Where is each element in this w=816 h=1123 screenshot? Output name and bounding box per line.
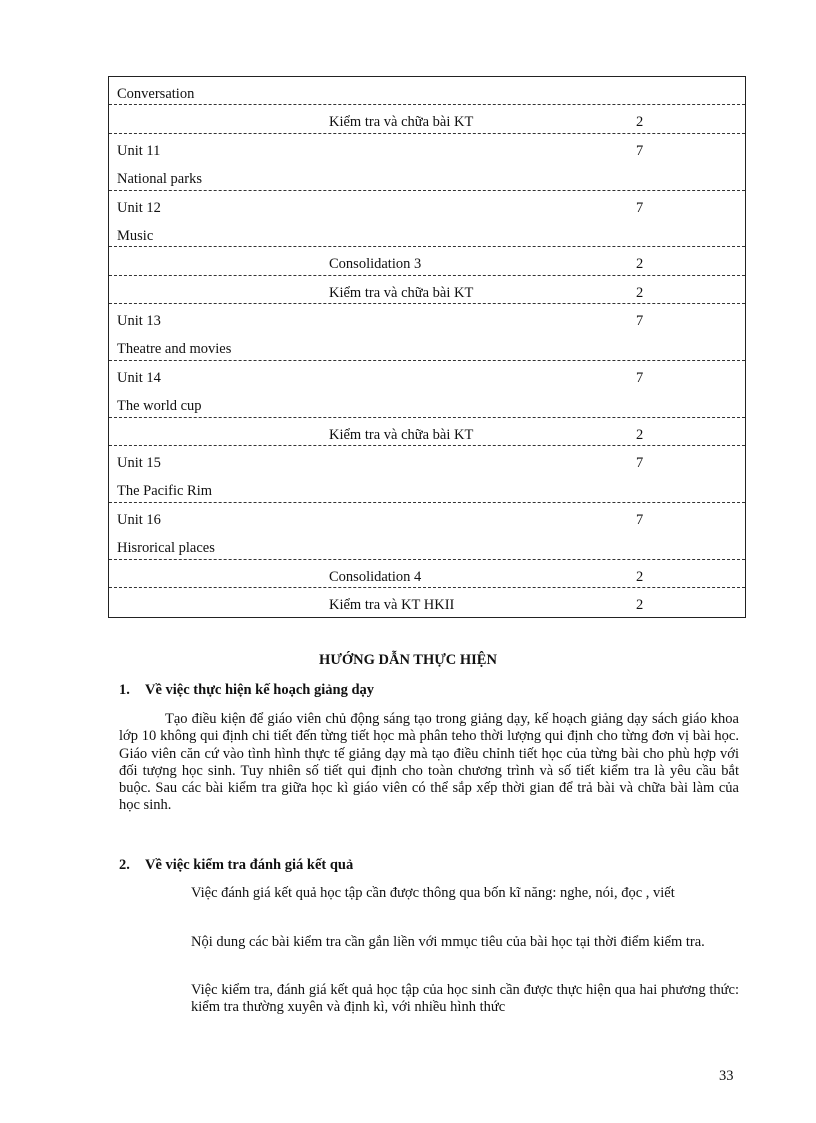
row-subtitle: The Pacific Rim [117,483,213,500]
section-2-number: 2. [119,857,130,873]
row-activity: Kiểm tra và chữa bài KT [329,284,474,301]
table-row [109,77,745,105]
row-activity: Consolidation 4 [329,568,422,585]
section-1-heading [119,682,374,699]
section-1-paragraph: Tạo điều kiện để giáo viên chủ động sáng tạo trong giảng dạy, kế hoạch giảng dạy sách giáo khoa lớp 10 không qui định chi tiết đến từng tiết học mà phân teho thời lượng qui định cho từng đơn vị bài học. Giáo viên căn cứ vào tình hình thực tế giảng dạy mà tạo điều chỉnh tiết học của từng bài cho phù hợp với đối tượng học sinh. Tuy nhiên số tiết qui định cho toàn chương trình và số tiết kiểm tra là yêu cầu bắt buộc. Sau các bài kiểm tra giữa học kì giáo viên có thể sắp xếp thời gian để trả bài và chữa bài làm của học sinh. [119,711,739,814]
row-periods: 2 [636,284,644,301]
row-unit: Unit 16 [117,511,161,528]
row-subtitle: Music [117,227,154,244]
row-periods: 7 [636,455,644,472]
row-periods: 2 [636,426,644,443]
row-unit: Unit 15 [117,455,161,472]
row-periods: 7 [636,199,644,216]
table-row [109,560,745,588]
table-row [109,276,745,304]
table-row [109,191,745,248]
row-subtitle: National parks [117,170,202,187]
row-unit: Unit 12 [117,199,161,216]
row-unit: Unit 11 [117,142,161,159]
row-subtitle: Hisrorical places [117,539,215,556]
section-2-point: Việc đánh giá kết quả học tập cần được thông qua bốn kĩ năng: nghe, nói, đọc , viết [191,885,675,901]
section-1-number: 1. [119,682,130,698]
row-periods: 2 [636,256,644,273]
page-number: 33 [719,1068,734,1084]
row-subtitle: Theatre and movies [117,341,232,358]
row-periods: 7 [636,511,644,528]
row-subtitle: The world cup [117,397,202,414]
table-row [109,418,745,446]
row-activity: Consolidation 3 [329,256,422,273]
table-row [109,588,745,616]
row-periods: 2 [636,114,644,131]
table-row [109,247,745,275]
row-unit: Unit 14 [117,369,161,386]
row-periods: 7 [636,142,644,159]
table-row [109,105,745,133]
table-row [109,134,745,191]
table-row [109,503,745,560]
table-row [109,304,745,361]
row-subtitle: Conversation [117,86,195,102]
row-activity: Kiểm tra và chữa bài KT [329,426,474,443]
section-2-point: Nội dung các bài kiểm tra cần gắn liền với mmục tiêu của bài học tại thời điểm kiểm tra. [191,934,705,950]
curriculum-table [108,76,746,618]
row-periods: 2 [636,568,644,585]
guide-title: HƯỚNG DẪN THỰC HIỆN [319,652,497,668]
section-2-point: Việc kiểm tra, đánh giá kết quả học tập của học sinh cần được thực hiện qua hai phương thức: kiểm tra thường xuyên và định kì, với nhiều hình thức [191,982,739,1016]
row-periods: 7 [636,313,644,330]
section-2-heading [119,857,353,874]
row-periods: 7 [636,369,644,386]
row-periods: 2 [636,597,644,614]
table-row [109,446,745,503]
section-1-title: Về việc thực hiện kế hoạch giảng dạy [145,682,375,698]
row-activity: Kiểm tra và chữa bài KT [329,114,474,131]
table-row [109,361,745,418]
section-2-title: Về việc kiểm tra đánh giá kết quả [145,857,354,873]
row-activity: Kiểm tra và KT HKII [329,597,455,614]
row-unit: Unit 13 [117,313,161,330]
